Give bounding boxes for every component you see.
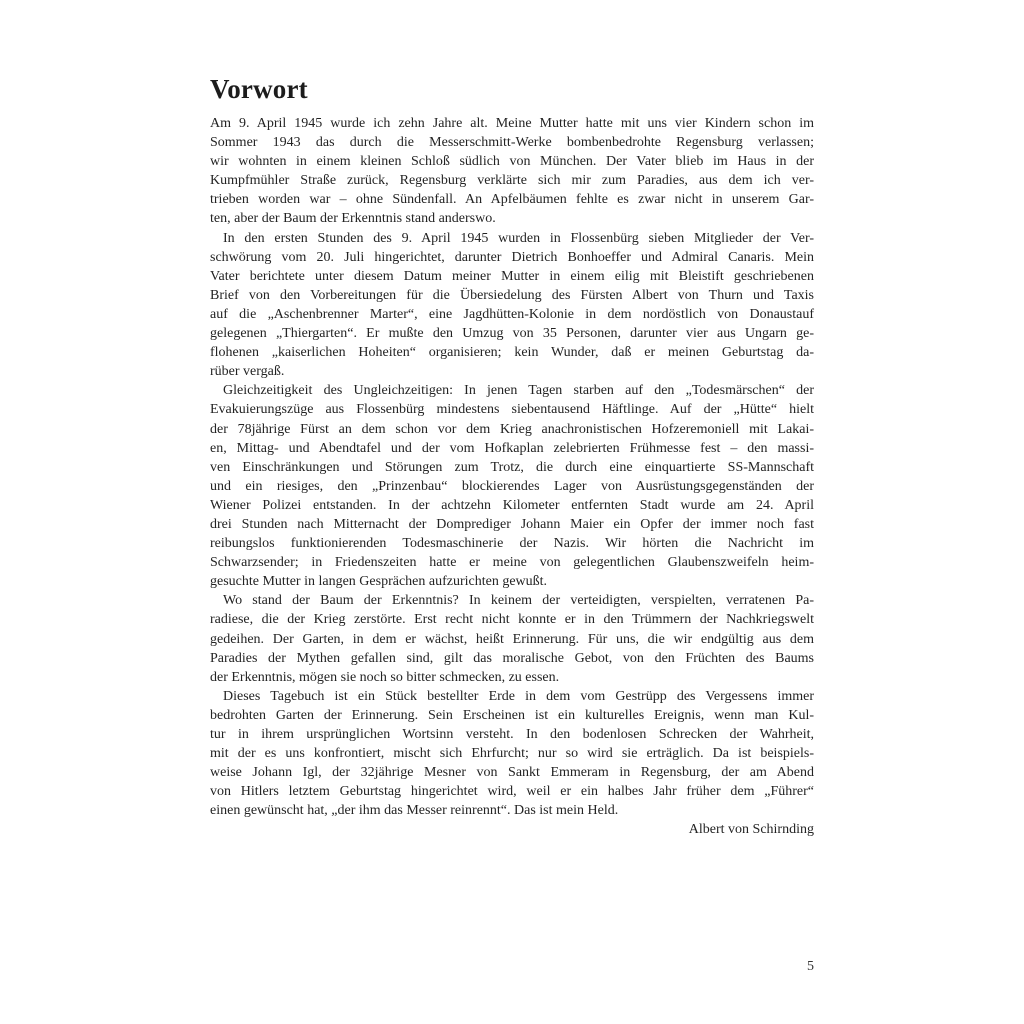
text-line: Wiener Polizei entstanden. In der achtzehn Kilometer entfernten Stadt wurde am 24. April <box>210 497 814 513</box>
text-line: Evakuierungszüge aus Flossenbürg mindestens siebentausend Häftlinge. Auf der „Hütte“ hielt <box>210 402 814 418</box>
paragraph <box>210 114 814 229</box>
paragraph <box>210 591 814 686</box>
text-line: der Erkenntnis, mögen sie noch so bitter schmecken, zu essen. <box>210 669 560 685</box>
text-line: Brief von den Vorbereitungen für die Übersiedelung des Fürsten Albert von Thurn und Taxis <box>210 287 814 303</box>
text-line: auf die „Aschenbrenner Marter“, eine Jagdhütten-Kolonie in dem nordöstlich von Donaustauf <box>210 306 814 322</box>
text-line: und ein riesiges, den „Prinzenbau“ blockierendes Lager von Ausrüstungsgegenständen der <box>210 478 814 494</box>
text-line: schwörung vom 20. Juli hingerichtet, darunter Dietrich Bonhoeffer und Admiral Canaris. Mein <box>210 249 814 265</box>
text-line: Sommer 1943 das durch die Messerschmitt-Werke bombenbedrohte Regensburg verlassen; <box>210 135 814 151</box>
text-line: ven Einschränkungen und Störungen zum Trotz, die durch eine einquartierte SS-Mannschaft <box>210 459 814 475</box>
body-text <box>210 114 814 820</box>
text-line: mit der es uns konfrontiert, mischt sich Ehrfurcht; nur so wird sie erträglich. Da ist beispiels- <box>210 746 814 762</box>
text-line: weise Johann Igl, der 32jährige Mesner von Sankt Emmeram in Regensburg, der am Abend <box>210 765 814 781</box>
page-title: Vorwort <box>210 74 308 104</box>
text-line: Wo stand der Baum der Erkenntnis? In keinem der verteidigten, verspielten, verratenen Pa- <box>223 593 814 609</box>
text-line: gelegenen „Thiergarten“. Er mußte den Umzug von 35 Personen, darunter vier aus Ungarn ge- <box>210 326 814 342</box>
text-line: flohenen „kaiserlichen Hoheiten“ organisieren; kein Wunder, daß er meinen Geburtstag da- <box>210 345 814 361</box>
text-line: einen gewünscht hat, „der ihm das Messer reinrennt“. Das ist mein Held. <box>210 803 619 819</box>
text-line: Kumpfmühler Straße zurück, Regensburg verklärte sich mir zum Paradies, aus dem ich ver- <box>210 173 814 189</box>
paragraph <box>210 687 814 821</box>
text-line: radiese, die der Krieg zerstörte. Erst recht nicht konnte er in den Trümmern der Nachkriegswelt <box>210 612 814 628</box>
text-line: Gleichzeitigkeit des Ungleichzeitigen: In jenen Tagen starben auf den „Todesmärschen“ der <box>223 383 814 399</box>
paragraph <box>210 381 814 591</box>
text-line: Am 9. April 1945 wurde ich zehn Jahre alt. Meine Mutter hatte mit uns vier Kindern schon im <box>210 116 814 131</box>
text-line: gesuchte Mutter in langen Gesprächen aufzurichten gewußt. <box>210 574 548 590</box>
text-column <box>210 72 814 840</box>
text-line: tur in ihrem ursprünglichen Wortsinn versteht. In den bodenlosen Schrecken der Wahrheit, <box>210 727 814 742</box>
author-signature: Albert von Schirnding <box>688 822 814 838</box>
text-line: Paradies der Mythen gefallen sind, gilt das moralische Gebot, von den Früchten des Baums <box>210 650 814 666</box>
text-line: reibungslos funktionierenden Todesmaschinerie der Nazis. Wir hörten die Nachricht im <box>210 536 814 552</box>
paragraph <box>210 229 814 382</box>
text-line: bedrohten Garten der Erinnerung. Sein Erscheinen ist ein kulturelles Ereignis, wenn man Kul- <box>210 707 814 723</box>
text-line: der 78jährige Fürst an dem schon vor dem Krieg anachronistischen Hofzeremoniell mit Lakai- <box>210 421 814 437</box>
page-number: 5 <box>807 959 814 974</box>
text-line: gedeihen. Der Garten, in dem er wächst, heißt Erinnerung. Für uns, die wir endgültig aus dem <box>210 631 814 647</box>
text-line: rüber vergaß. <box>210 364 285 380</box>
text-line: trieben worden war – ohne Sündenfall. An Apfelbäumen fehlte es zwar nicht in unserem Gar- <box>210 192 814 208</box>
text-line: Dieses Tagebuch ist ein Stück bestellter Erde in dem vom Gestrüpp des Vergessens immer <box>223 688 814 704</box>
text-line: drei Stunden nach Mitternacht der Domprediger Johann Maier ein Opfer der immer noch fast <box>210 516 814 532</box>
text-line: Schwarzsender; in Friedenszeiten hatte er meine von gelegentlichen Glaubenszweifeln heim- <box>210 555 814 571</box>
text-line: von Hitlers letztem Geburtstag hingerichtet wird, weil er ein halbes Jahr früher dem „Führer“ <box>210 784 814 800</box>
text-line: wir wohnten in einem kleinen Schloß südlich von München. Der Vater blieb im Haus in der <box>210 154 814 170</box>
text-line: In den ersten Stunden des 9. April 1945 wurden in Flossenbürg sieben Mitglieder der Ver- <box>223 230 814 246</box>
text-line: ten, aber der Baum der Erkenntnis stand anderswo. <box>210 211 496 227</box>
text-line: en, Mittag- und Abendtafel und der vom Hofkaplan zelebrierten Frühmesse fest – den massi- <box>210 440 814 456</box>
text-line: Vater berichtete unter diesem Datum meiner Mutter in einem eilig mit Bleistift geschriebenen <box>210 268 814 284</box>
